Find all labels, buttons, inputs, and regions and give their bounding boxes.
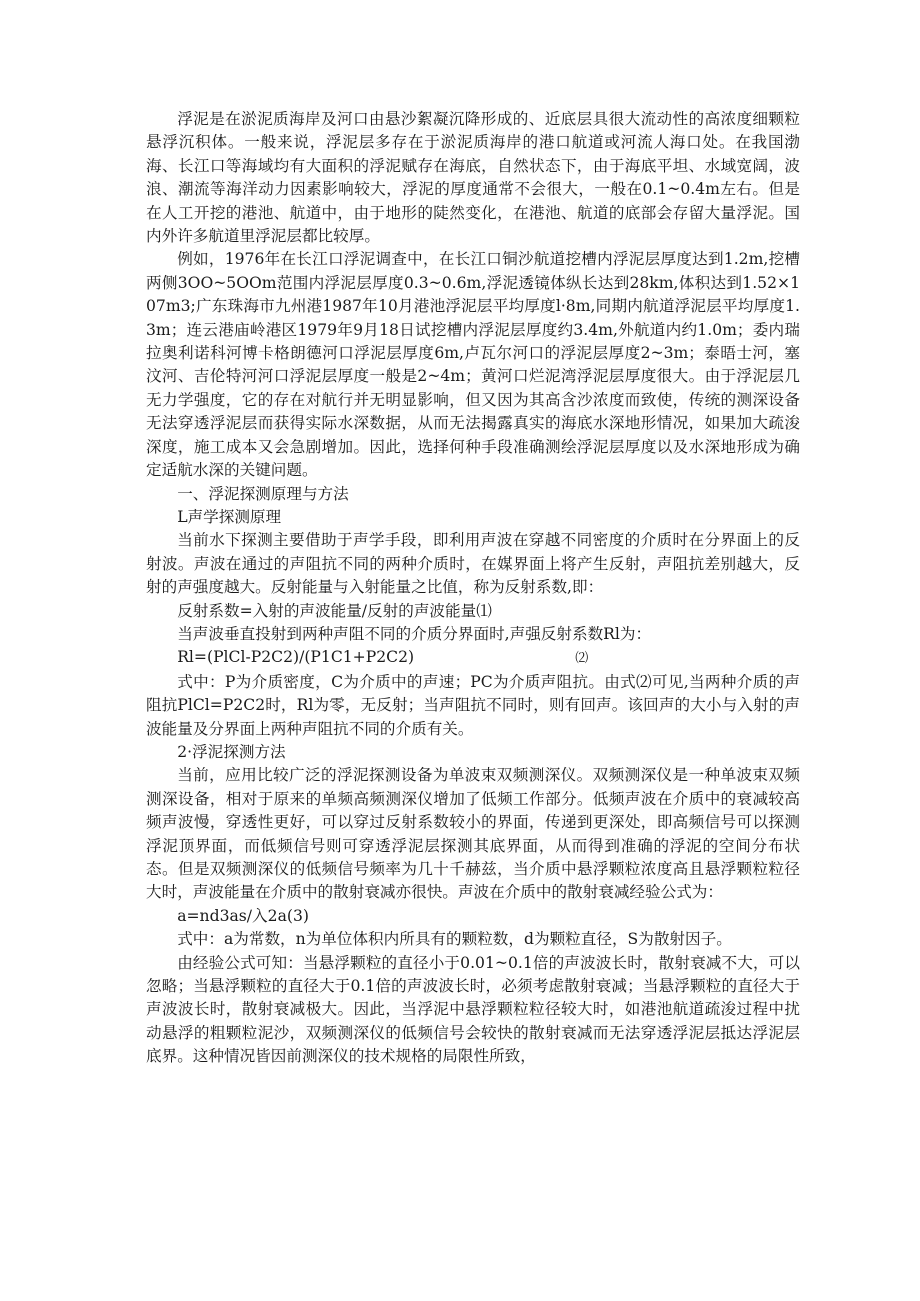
formula-2-expression: Rl=(PlCl-P2C2)/(P1C1+P2C2) (177, 648, 415, 667)
formula-2 (146, 646, 800, 670)
paragraph-acoustic-principle: 当前水下探测主要借助于声学手段，即利用声波在穿越不同密度的介质时在分界面上的反射波。声波在通过的声阻抗不同的两种介质时，在媒界面上将产生反射，声阻抗差别越大，反射的声强度越大。反射能量与入射能量之比值，称为反射系数,即： (146, 531, 800, 597)
paragraph-formula-3-explanation: 式中：a为常数，n为单位体积内所具有的颗粒数，d为颗粒直径，S为散射因子。 (177, 930, 732, 949)
subsection-heading-acoustic: L声学探测原理 (177, 507, 282, 526)
formula-3: a=nd3as∕入2a(3) (177, 906, 309, 925)
formula-2-number: ⑵ (575, 651, 589, 667)
section-heading-1: 一、浮泥探测原理与方法 (177, 484, 349, 503)
formula-1: 反射系数=入射的声波能量/反射的声波能量⑴ (177, 601, 492, 620)
paragraph-examples: 例如，1976年在长江口浮泥调查中，在长江口铜沙航道挖槽内浮泥层厚度达到1.2m,挖槽两侧3OO~5OOm范围内浮泥层厚度0.3~0.6m,浮泥透镜体纵长达到28km,体积达到1.52×107m3;广东珠海市九州港1987年10月港池浮泥层平均厚度l·8m,同期内航道浮泥层平均厚度1.3m；连云港庙岭港区1979年9月18日试挖槽内浮泥层厚度约3.4m,外航道内约1.0m；委内瑞拉奥利诺科河博卡格朗德河口浮泥层厚度6m,卢瓦尔河口的浮泥层厚度2~3m；泰晤士河，塞汶河、吉伦特河河口浮泥层厚度一般是2~4m；黄河口烂泥湾浮泥层厚度很大。由于浮泥层几无力学强度，它的存在对航行并无明显影响，但又因为其高含沙浓度而致使，传统的测深设备无法穿透浮泥层而获得实际水深数据，从而无法揭露真实的海底水深地形情况，如果加大疏浚深度，施工成本又会急剧增加。因此，选择何种手段准确测绘浮泥层厚度以及水深地形成为确定适航水深的关键问题。 (146, 250, 800, 480)
paragraph-reflection: 当声波垂直投射到两种声阻不同的介质分界面时,声强反射系数Rl为： (177, 624, 652, 643)
paragraph-intro: 浮泥是在淤泥质海岸及河口由悬沙絮凝沉降形成的、近底层具很大流动性的高浓度细颗粒悬浮沉积体。一般来说，浮泥层多存在于淤泥质海岸的港口航道或河流人海口处。在我国渤海、长江口等海域均有大面积的浮泥赋存在海底，自然状态下，由于海底平坦、水域宽阔，波浪、潮流等海洋动力因素影响较大，浮泥的厚度通常不会很大，一般在0.1~0.4m左右。但是在人工开挖的港池、航道中，由于地形的陡然变化，在港池、航道的底部会存留大量浮泥。国内外许多航道里浮泥层都比较厚。 (146, 110, 800, 246)
paragraph-conclusion: 由经验公式可知：当悬浮颗粒的直径小于0.01~0.1倍的声波波长时，散射衰减不大，可以忽略；当悬浮颗粒的直径大于0.1倍的声波波长时，必须考虑散射衰减；当悬浮颗粒的直径大于声波波长时，散射衰减极大。因此，当浮泥中悬浮颗粒粒径较大时，如港池航道疏浚过程中扰动悬浮的粗颗粒泥沙，双频测深仪的低频信号会较快的散射衰减而无法穿透浮泥层抵达浮泥层底界。这种情况皆因前测深仪的技术规格的局限性所致， (146, 953, 800, 1066)
paragraph-formula-2-explanation: 式中：P为介质密度，C为介质中的声速；PC为介质声阻抗。由式⑵可见,当两种介质的声阻抗PlCl=P2C2时，Rl为零，无反射；当声阻抗不同时，则有回声。该回声的大小与入射的声波能量及分界面上两种声阻抗不同的介质有关。 (146, 672, 800, 738)
paragraph-methods: 当前，应用比较广泛的浮泥探测设备为单波束双频测深仪。双频测深仪是一种单波束双频测深设备，相对于原来的单频高频测深仪增加了低频工作部分。低频声波在介质中的衰减较高频声波慢，穿透性更好，可以穿过反射系数较小的界面，传递到更深处，即高频信号可以探测浮泥顶界面，而低频信号则可穿透浮泥层探测其底界面，从而得到准确的浮泥的空间分布状态。但是双频测深仪的低频信号频率为几十千赫兹，当介质中悬浮颗粒浓度高且悬浮颗粒粒径大时，声波能量在介质中的散射衰减亦很快。声波在介质中的散射衰减经验公式为： (146, 766, 800, 902)
document-body (146, 108, 800, 1069)
subsection-heading-methods: 2·浮泥探测方法 (177, 742, 286, 761)
